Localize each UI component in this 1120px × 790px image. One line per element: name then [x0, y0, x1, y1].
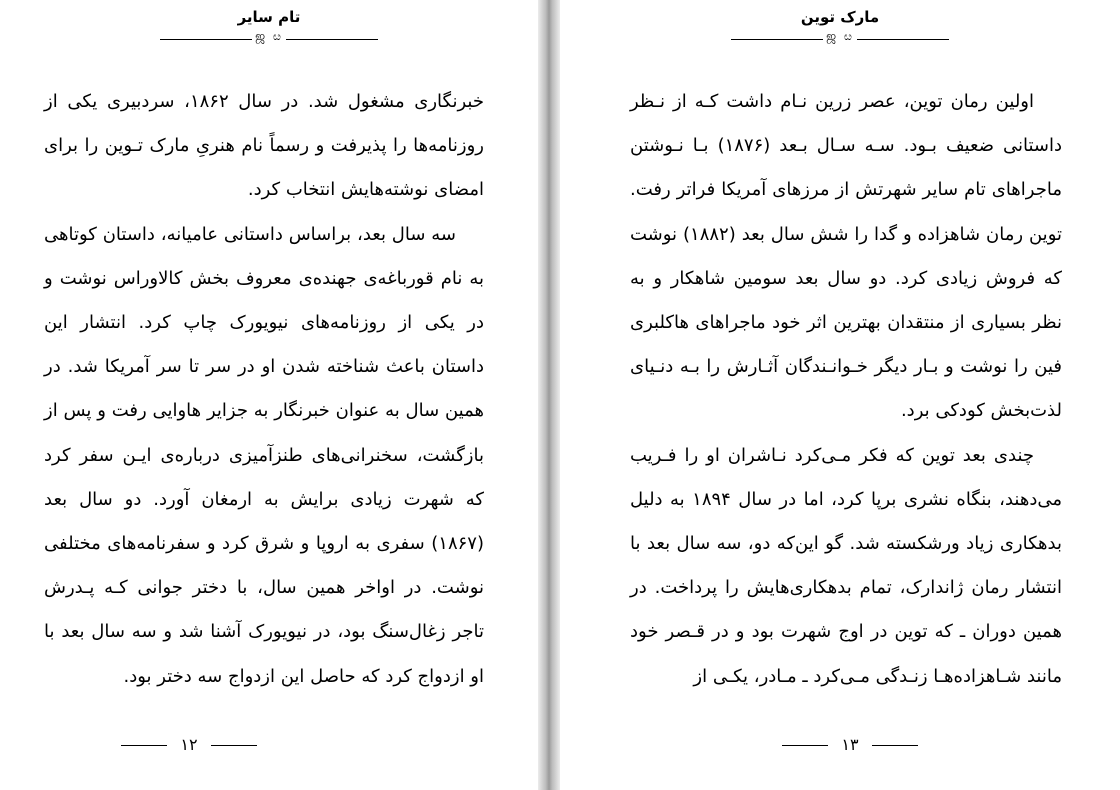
- left-running-header: [0, 6, 538, 46]
- left-header-title: تام سایر: [237, 8, 301, 26]
- left-body-text: [44, 80, 484, 699]
- paragraph: سه سال بعد، براساس داستانی عامیانه، داستان کوتاهی به نام قورباغه‌ی جهنده‌ی معروف بخش کالاوراس نوشت و در یکی از روزنامه‌های نیویورک چاپ کرد. انتشار این داستان باعث شناخته شدن او در سر تا سر آمریکا شد. در همین سال به عنوان خبرنگار به جزایر هاوایی رفت و پس از بازگشت، سخنرانی‌های طنزآمیزی درباره‌ی ایـن سفر کرد که شهرت زیادی برایش به ارمغان آورد. دو سال بعد (۱۸۶۷) سفری به اروپا و شرق کرد و سفرنامه‌های مختلفی نوشت. در اواخر همین سال، با دختر جوانی کـه پـدرش تاجر زغال‌سنگ بود، در نیویورک آشنا شد و سه سال بعد با او ازدواج کرد که حاصل این ازدواج سه دختر بود.: [44, 223, 484, 687]
- right-body-text: [630, 80, 1062, 699]
- paragraph: چندی بعد توین که فکر مـی‌کرد نـاشران او را فـریب می‌دهند، بنگاه نشری برپا کرد، اما در سال ۱۸۹۴ به دلیل بدهکاری زیاد ورشکسته شد. گو این‌که دو، سه سال بعد با انتشار رمان ژاندارک، تمام بدهکاری‌هایش را پرداخت. در همین دوران ـ که توین در اوج شهرت بود و در قـصر خود مانند شـاهزاده‌هـا زنـدگی مـی‌کرد ـ مـادر، یکـی از: [630, 444, 1062, 687]
- ornament-rule: [857, 39, 949, 40]
- left-page-number: [0, 735, 458, 754]
- page-number: ۱۳: [841, 735, 859, 754]
- header-ornament: [160, 29, 378, 46]
- paragraph: خبرنگاری مشغول شد. در سال ۱۸۶۲، سردبیری یکی از روزنامه‌ها را پذیرفت و رسماً نام هنریِ مارک تـوین را برای امضای نوشته‌هایش انتخاب کرد.: [44, 91, 484, 201]
- right-running-header: [560, 6, 1120, 46]
- page-number: ۱۲: [180, 735, 198, 754]
- right-header-title: مارک توین: [800, 8, 880, 26]
- right-page: [560, 0, 1120, 790]
- folio-dash: [782, 745, 828, 746]
- ornament-glyph: ஜ ೞ: [826, 29, 854, 43]
- ornament-rule: [286, 39, 378, 40]
- folio-dash: [872, 745, 918, 746]
- right-page-number: [570, 735, 1120, 754]
- folio-dash: [121, 745, 167, 746]
- paragraph: اولین رمان توین، عصر زرین نـام داشت کـه از نـظر داستانی ضعیف بـود. سـه سـال بـعد (۱۸۷۶) بـا نـوشتن ماجراهای تام سایر شهرتش از مرزهای آمریکا فراتر رفت. توین رمان شاهزاده و گدا را شش سال بعد (۱۸۸۲) نوشت که فروش زیادی کرد. دو سال بعد سومین شاهکار و به نظر بسیاری از منتقدان بهترین اثر خود ماجراهای هاکلبری فین را نوشت و بـار دیگر خـوانـندگان آثـارش را بـه دنـیای لذت‌بخش کودکی برد.: [630, 91, 1063, 422]
- header-ornament: [731, 29, 949, 46]
- left-page: [0, 0, 538, 790]
- ornament-glyph: ஜ ೞ: [255, 29, 283, 43]
- folio-dash: [211, 745, 257, 746]
- book-gutter: [538, 0, 560, 790]
